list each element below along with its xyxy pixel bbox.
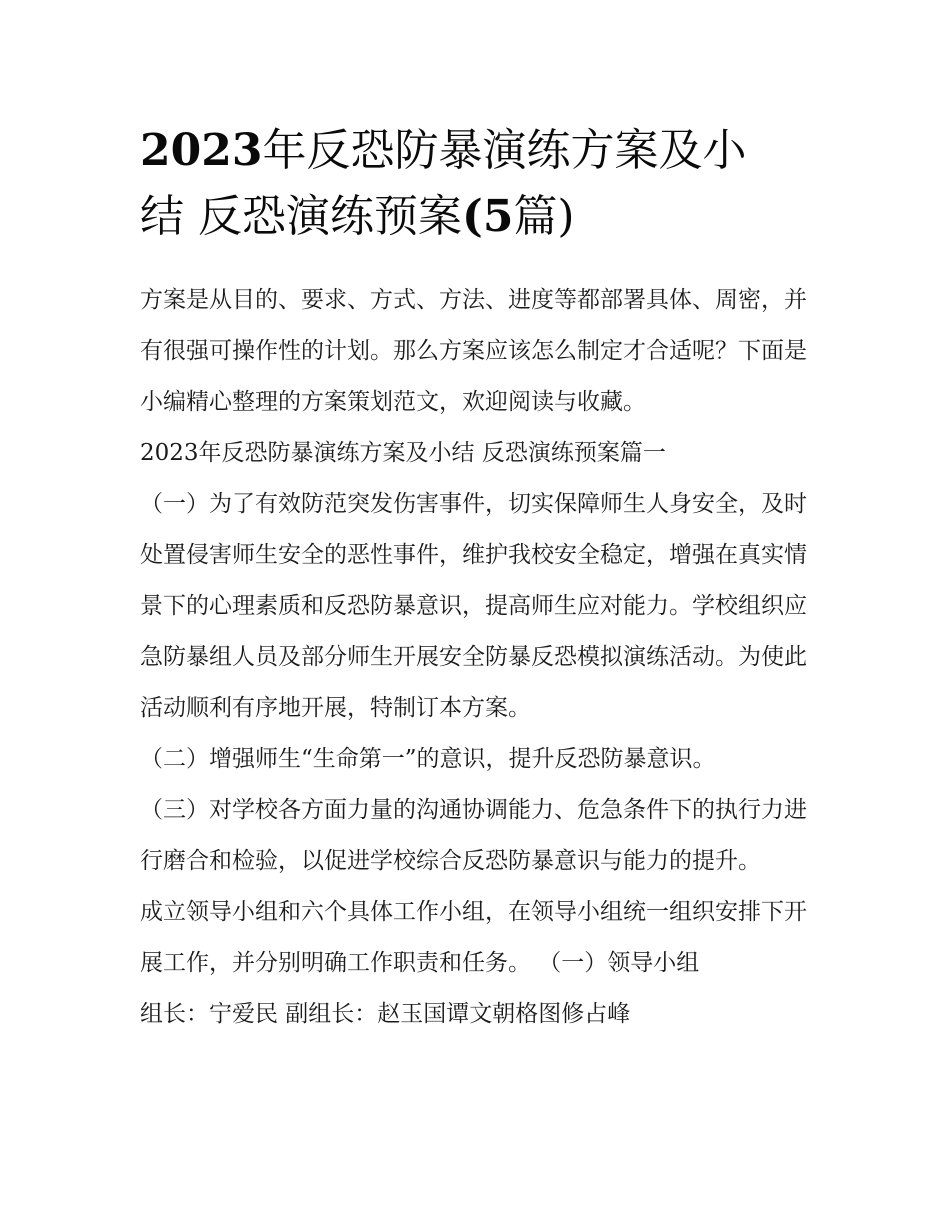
title-year: 2023 [140, 125, 263, 176]
title-count: (5 [462, 191, 514, 242]
document-body [140, 275, 815, 1040]
leaders-paragraph: 组长：宁爱民 副组长：赵玉国谭文朝格图修占峰 [140, 1001, 631, 1027]
title-line2-text: 结 反恐演练预案 [140, 191, 462, 242]
purpose-paragraph-3: （三）对学校各方面力量的沟通协调能力、危急条件下的执行力进行磨合和检验，以促进学校综合反恐防暴意识与能力的提升。 [140, 797, 807, 874]
organization-paragraph: 成立领导小组和六个具体工作小组，在领导小组统一组织安排下开展工作，并分别明确工作职责和任务。 （一）领导小组 [140, 899, 807, 976]
purpose-paragraph-2: （二）增强师生“生命第一”的意识，提升反恐防暴意识。 [140, 746, 716, 772]
intro-paragraph: 方案是从目的、要求、方式、方法、进度等都部署具体、周密，并有很强可操作性的计划。那么方案应该怎么制定才合适呢？下面是小编精心整理的方案策划范文，欢迎阅读与收藏。 [140, 287, 807, 415]
title-line1-text: 年反恐防暴演练方案及小 [262, 125, 747, 176]
purpose-paragraph-1: （一）为了有效防范突发伤害事件，切实保障师生人身安全，及时处置侵害师生安全的恶性事件，维护我校安全稳定，增强在真实情景下的心理素质和反恐防暴意识，提高师生应对能力。学校组织应急防暴组人员及部分师生开展安全防暴反恐模拟演练活动。为使此活动顺利有序地开展，特制订本方案。 [140, 491, 807, 721]
section-heading: 2023年反恐防暴演练方案及小结 反恐演练预案篇一 [140, 440, 666, 466]
title-line2-end: 篇) [513, 191, 575, 242]
document-title [140, 118, 820, 250]
